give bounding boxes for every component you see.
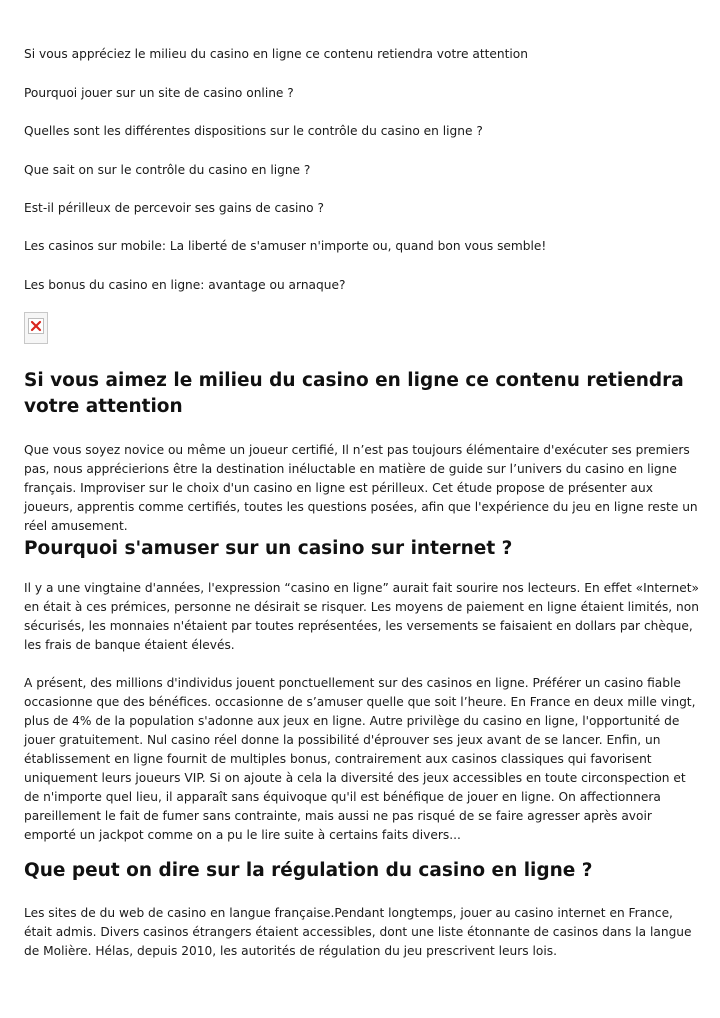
- toc-link[interactable]: Si vous appréciez le milieu du casino en ligne ce contenu retiendra votre attention: [24, 47, 528, 61]
- section-heading: Si vous aimez le milieu du casino en ligne ce contenu retiendra votre attention: [24, 370, 684, 417]
- section-heading: Que peut on dire sur la régulation du casino en ligne ?: [24, 860, 593, 881]
- body-paragraph: Que vous soyez novice ou même un joueur certifié, Il n’est pas toujours élémentaire d'exécuter ses premiers pas, nous apprécierions être la destination inéluctable en matière de guide sur l’univers du casino en ligne français. Improviser sur le choix d'un casino en ligne est périlleux. Cet étude propose de présenter aux joueurs, apprentis comme certifiés, toutes les questions posées, afin que l'expérience du jeu en ligne reste un réel amusement.: [24, 443, 698, 533]
- toc-link[interactable]: Pourquoi jouer sur un site de casino online ?: [24, 86, 294, 100]
- body-paragraph: Les sites de du web de casino en langue française.Pendant longtemps, jouer au casino internet en France, était admis. Divers casinos étrangers étaient accessibles, dont une liste étonnante de casinos dans la langue de Molière. Hélas, depuis 2010, les autorités de régulation du jeu prescrivent leurs lois.: [24, 906, 692, 958]
- broken-image-icon: [24, 312, 48, 344]
- toc-link[interactable]: Quelles sont les différentes dispositions sur le contrôle du casino en ligne ?: [24, 124, 483, 138]
- body-paragraph: A présent, des millions d'individus jouent ponctuellement sur des casinos en ligne. Préférer un casino fiable occasionne que des bénéfices. occasionne de s’amuser quelle que soit l’heure. En France en deux mille vingt, plus de 4% de la population s'adonne aux jeux en ligne. Autre privilège du casino en ligne, l'opportunité de jouer gratuitement. Nul casino réel donne la possibilité d'éprouver ses jeux avant de se lancer. Enfin, un établissement en ligne fournit de multiples bonus, contrairement aux casinos classiques qui favorisent uniquement leurs joueurs VIP. Si on ajoute à cela la diversité des jeux accessibles en toute circonspection et de n'importe quel lieu, il apparaît sans équivoque qu'il est bénéfique de jouer en ligne. On affectionnera pareillement le fait de fumer sans contrainte, mais aussi ne pas risqué de se faire agresser après avoir emporté un jackpot comme on a pu le lire suite à certains faits divers...: [24, 676, 696, 842]
- body-paragraph: Il y a une vingtaine d'années, l'expression “casino en ligne” aurait fait sourire nos lecteurs. En effet «Internet» en était à ces prémices, personne ne désirait se risquer. Les moyens de paiement en ligne étaient limités, non sécurisés, les monnaies n'étaient par toutes représentées, les versements se faisaient en dollars par chèque, les frais de banque étaient élevés.: [24, 581, 699, 652]
- toc-link[interactable]: Est-il périlleux de percevoir ses gains de casino ?: [24, 201, 324, 215]
- toc-link[interactable]: Les casinos sur mobile: La liberté de s'amuser n'importe ou, quand bon vous semble!: [24, 239, 547, 253]
- toc-link[interactable]: Que sait on sur le contrôle du casino en ligne ?: [24, 163, 311, 177]
- toc-link[interactable]: Les bonus du casino en ligne: avantage ou arnaque?: [24, 278, 346, 292]
- section-heading: Pourquoi s'amuser sur un casino sur internet ?: [24, 538, 513, 559]
